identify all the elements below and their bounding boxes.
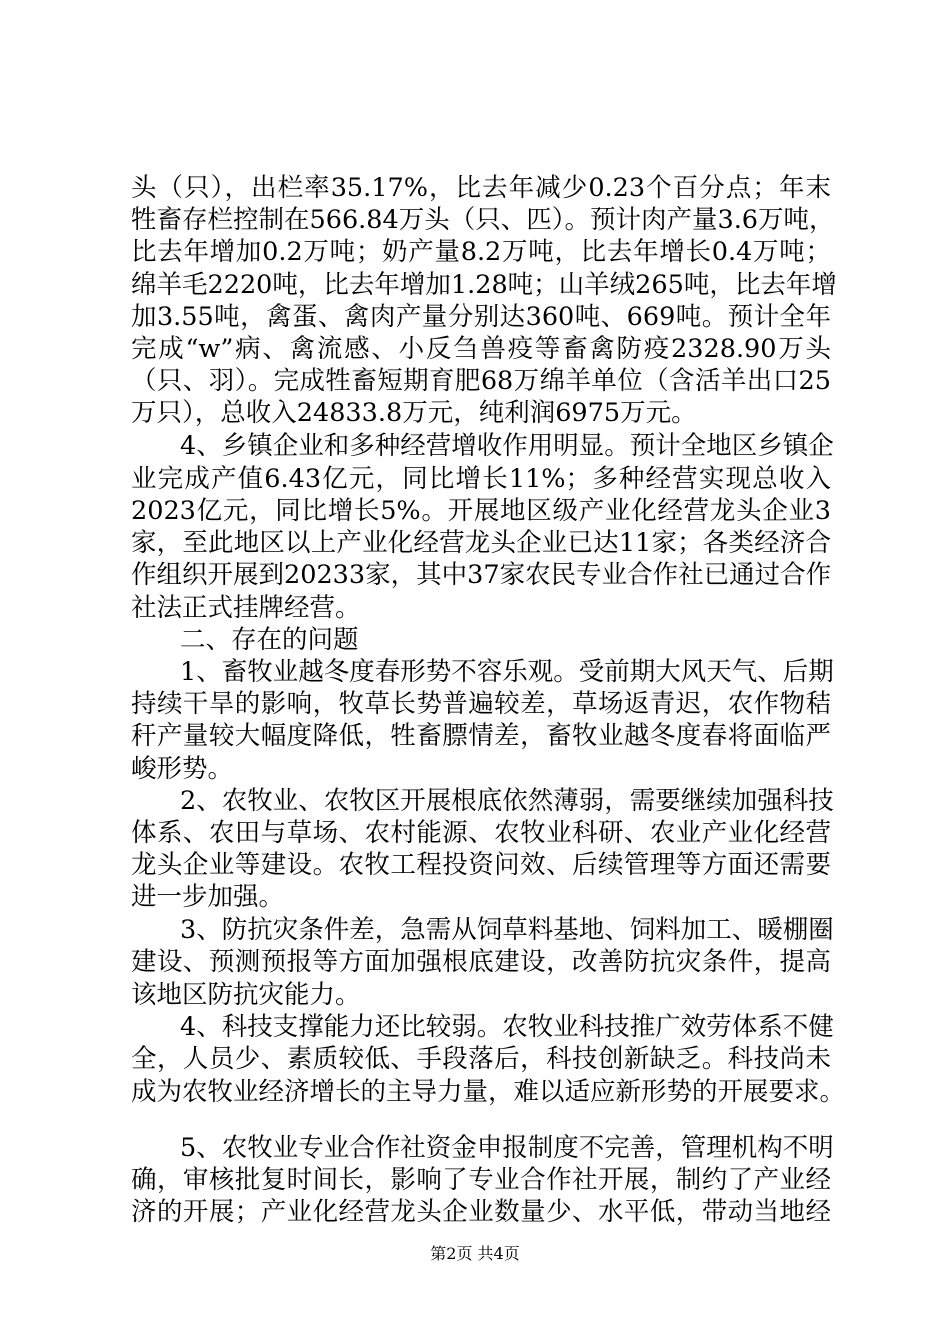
page-number-footer: 第2页 共4页 xyxy=(430,1244,520,1263)
body-text-line: 加3.55吨，禽蛋、禽肉产量分别达360吨、669吨。预计全年 xyxy=(131,302,831,332)
body-text-line: 成为农牧业经济增长的主导力量，难以适应新形势的开展要求。 xyxy=(131,1077,846,1107)
paragraph-first-line: 4、科技支撑能力还比较弱。农牧业科技推广效劳体系不健 xyxy=(180,1012,834,1042)
body-text-line: 比去年增加0.2万吨；奶产量8.2万吨，比去年增长0.4万吨； xyxy=(131,237,831,267)
body-text-line: 建设、预测预报等方面加强根底建设，改善防抗灾条件，提高 xyxy=(131,947,831,977)
body-text-line: 社法正式挂牌经营。 xyxy=(131,593,361,623)
paragraph-first-line: 1、畜牧业越冬度春形势不容乐观。受前期大风天气、后期 xyxy=(180,657,834,687)
body-text-line: 该地区防抗灾能力。 xyxy=(131,980,361,1010)
body-text-line: 作组织开展到20233家，其中37家农民专业合作社已通过合作 xyxy=(131,560,832,590)
body-text-line: 持续干旱的影响，牧草长势普遍较差，草场返青迟，农作物秸 xyxy=(131,689,831,719)
body-text-line: 完成“w”病、禽流感、小反刍兽疫等畜禽防疫2328.90万头 xyxy=(131,334,831,364)
body-text-line: 绵羊毛2220吨，比去年增加1.28吨；山羊绒265吨，比去年增 xyxy=(131,270,837,300)
body-text-line: 万只），总收入24833.8万元，纯利润6975万元。 xyxy=(131,398,697,428)
body-text-line: 峻形势。 xyxy=(131,754,234,784)
paragraph-first-line: 5、农牧业专业合作社资金申报制度不完善，管理机构不明 xyxy=(180,1133,834,1163)
body-text-line: 龙头企业等建设。农牧工程投资问效、后续管理等方面还需要 xyxy=(131,850,831,880)
body-text-line: 牲畜存栏控制在566.84万头（只、匹）。预计肉产量3.6万吨， xyxy=(131,205,835,235)
body-text-line: 2023亿元，同比增长5%。开展地区级产业化经营龙头企业3 xyxy=(131,496,831,526)
body-text-line: 秆产量较大幅度降低，牲畜膘情差，畜牧业越冬度春将面临严 xyxy=(131,721,831,751)
body-text-line: 体系、农田与草场、农村能源、农牧业科研、农业产业化经营 xyxy=(131,818,831,848)
body-text-line: 业完成产值6.43亿元，同比增长11%；多种经营实现总收入 xyxy=(131,464,831,494)
body-text-line: 进一步加强。 xyxy=(131,882,285,912)
body-text-line: 济的开展；产业化经营龙头企业数量少、水平低，带动当地经 xyxy=(131,1197,831,1227)
body-text-line: 确，审核批复时间长，影响了专业合作社开展，制约了产业经 xyxy=(131,1165,831,1195)
body-text-line: 全，人员少、素质较低、手段落后，科技创新缺乏。科技尚未 xyxy=(131,1044,831,1074)
section-heading: 二、存在的问题 xyxy=(180,625,359,655)
paragraph-first-line: 2、农牧业、农牧区开展根底依然薄弱，需要继续加强科技 xyxy=(180,786,834,816)
body-text-line: 家，至此地区以上产业化经营龙头企业已达11家；各类经济合 xyxy=(131,528,831,558)
paragraph-first-line: 4、乡镇企业和多种经营增收作用明显。预计全地区乡镇企 xyxy=(180,431,834,461)
paragraph-first-line: 3、防抗灾条件差，急需从饲草料基地、饲料加工、暖棚圈 xyxy=(180,915,834,945)
body-text-line: 头（只），出栏率35.17%，比去年减少0.23个百分点；年末 xyxy=(131,173,831,203)
body-text-line: （只、羽）。完成牲畜短期育肥68万绵羊单位（含活羊出口25 xyxy=(131,366,831,396)
